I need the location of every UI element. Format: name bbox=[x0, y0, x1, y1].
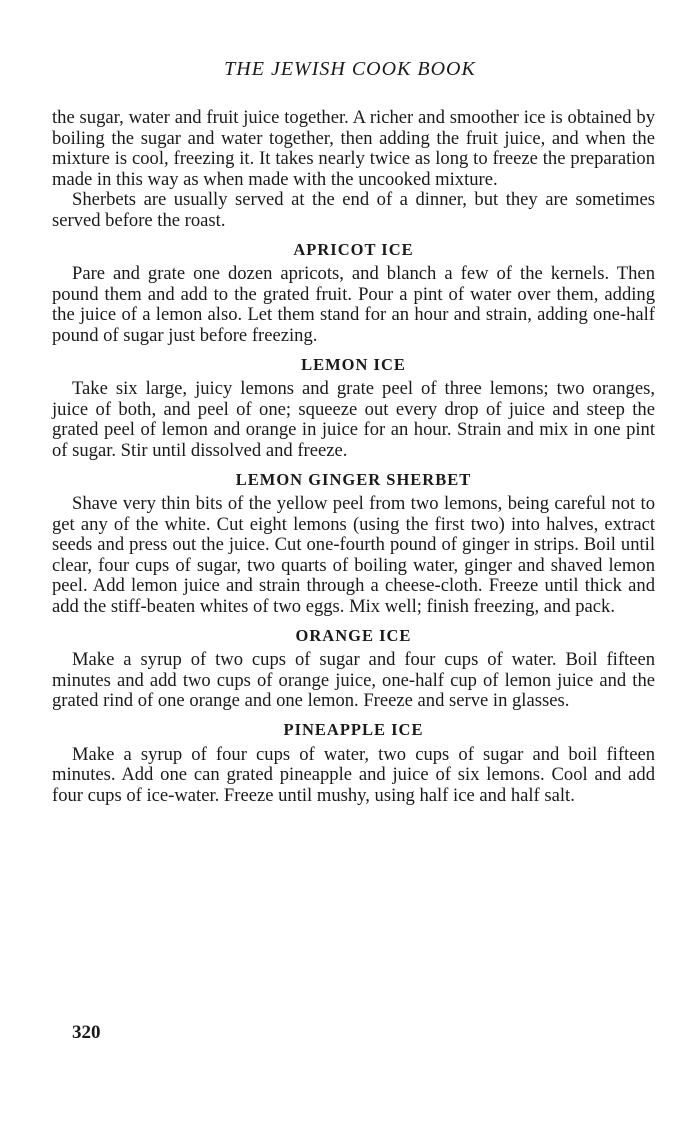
recipe-text-lemon-ice: Take six large, juicy lemons and grate peel of three lemons; two oranges, juice of both, and peel of one; squeeze out every drop of juice and steep the grated peel of lemon and orange in juice for an hour. Strain and mix in one pint of sugar. Stir until dissolved and freeze. bbox=[52, 378, 655, 461]
recipe-title-apricot-ice: APRICOT ICE bbox=[293, 239, 414, 259]
recipe-title-lemon-ice: LEMON ICE bbox=[301, 354, 406, 374]
running-head: THE JEWISH COOK BOOK bbox=[224, 58, 476, 80]
intro-paragraph-sherbets: Sherbets are usually served at the end of a dinner, but they are sometimes served before the roast. bbox=[52, 189, 655, 231]
recipe-text-orange-ice: Make a syrup of two cups of sugar and four cups of water. Boil fifteen minutes and add two cups of orange juice, one-half cup of lemon juice and the grated rind of one orange and one lemon. Freeze and serve in glasses. bbox=[52, 649, 655, 712]
page-number: 320 bbox=[72, 1022, 101, 1043]
recipe-title-pineapple-ice: PINEAPPLE ICE bbox=[283, 720, 424, 740]
intro-paragraph: the sugar, water and fruit juice together. A richer and smoother ice is obtained by boiling the sugar and water together, then adding the fruit juice, and when the mixture is cool, freezing it. It takes nearly twice as long to freeze the preparation made in this way as when made with the uncooked mixture. bbox=[52, 107, 655, 190]
recipe-text-pineapple-ice: Make a syrup of four cups of water, two cups of sugar and boil fifteen minutes. Add one can grated pineapple and juice of six lemons. Cool and add four cups of ice-water. Freeze until mushy, using half ice and half salt. bbox=[52, 743, 655, 806]
recipe-title-orange-ice: ORANGE ICE bbox=[295, 625, 412, 645]
page-body bbox=[52, 108, 655, 806]
recipe-title-lemon-ginger-sherbet: LEMON GINGER SHERBET bbox=[235, 469, 472, 489]
recipe-text-apricot-ice: Pare and grate one dozen apricots, and blanch a few of the kernels. Then pound them and add to the grated fruit. Pour a pint of water over them, adding the juice of a lemon also. Let them stand for an hour and strain, adding one-half pound of sugar just before freezing. bbox=[52, 263, 655, 346]
recipe-text-lemon-ginger-sherbet: Shave very thin bits of the yellow peel from two lemons, being careful not to get any of the white. Cut eight lemons (using the first two) into halves, extract seeds and press out the juice. Cut one-fourth pound of ginger in strips. Boil until clear, four cups of sugar, two quarts of boiling water, ginger and shaved lemon peel. Add lemon juice and strain through a cheese-cloth. Freeze until thick and add the stiff-beaten whites of two eggs. Mix well; finish freezing, and pack. bbox=[52, 493, 655, 618]
